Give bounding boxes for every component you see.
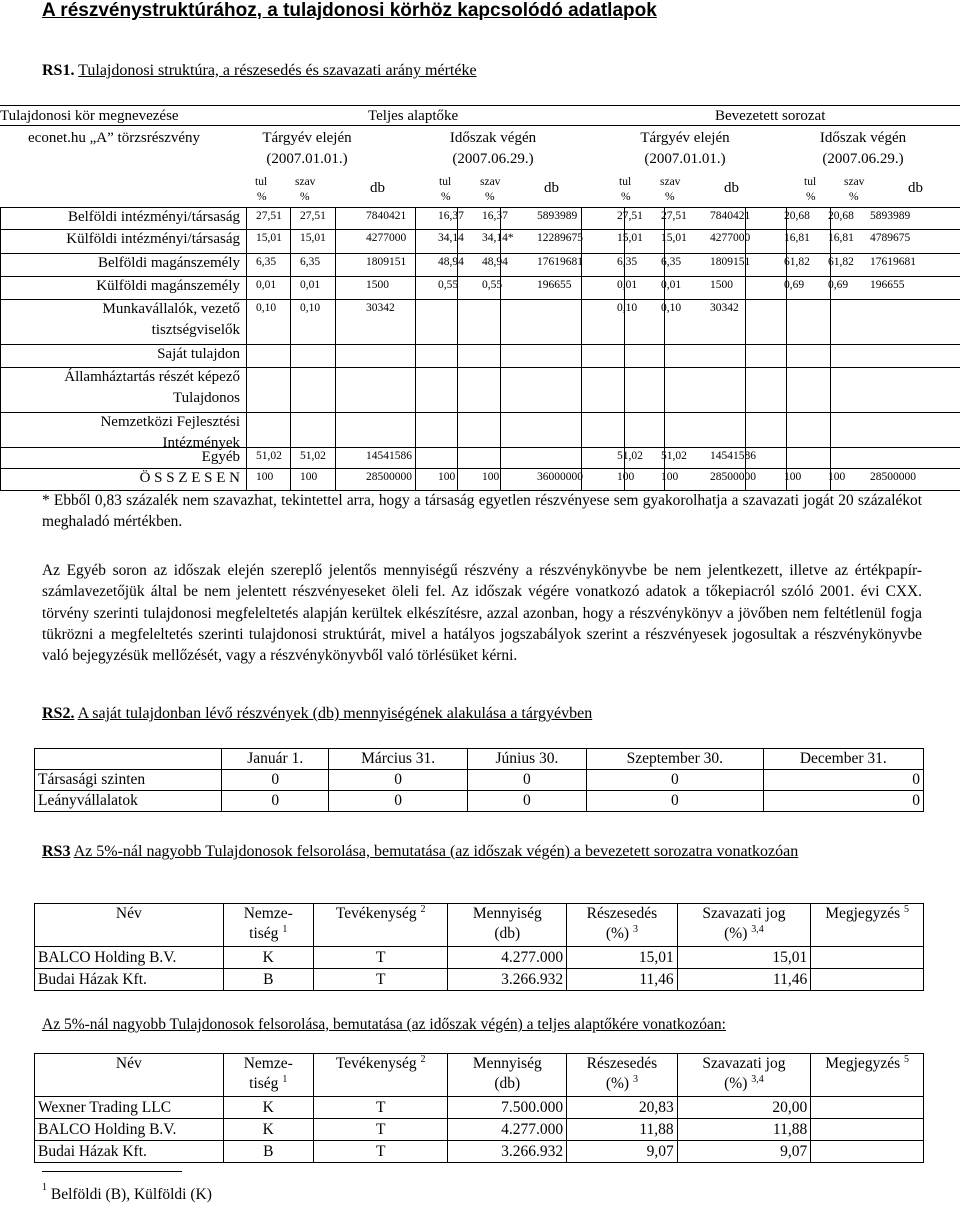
table-cell: 28500000 — [710, 471, 756, 483]
table-cell: 30342 — [710, 302, 739, 314]
row-label: Ö S S Z E S E N — [139, 470, 240, 486]
table-cell: 28500000 — [870, 471, 916, 483]
table-cell: 12289675 — [537, 232, 583, 244]
table-cell: 100 — [482, 471, 500, 483]
table-cell: 14541586 — [710, 450, 756, 462]
table-cell: 51,02 — [661, 450, 687, 462]
owner-table-header-cell — [223, 904, 313, 947]
row-label: Külföldi intézményi/társaság — [66, 231, 240, 247]
rs2-row-label: Társasági szinten — [35, 770, 222, 791]
rs2-cell: 0 — [467, 770, 586, 791]
row-label: Tulajdonos — [173, 390, 240, 406]
table-cell: 16,37 — [482, 210, 508, 222]
owner-table-cell: 3.266.932 — [448, 1141, 567, 1163]
rs2-heading — [42, 705, 592, 723]
table-cell: 34,14* — [482, 232, 514, 244]
period-start-date: (2007.01.01.) — [266, 151, 348, 167]
rs2-cell: 0 — [763, 791, 923, 812]
sub-pct-label: % — [806, 191, 816, 203]
table-cell: 20,68 — [828, 210, 854, 222]
table-cell: 6,35 — [661, 256, 682, 268]
rs2-cell: 0 — [587, 770, 764, 791]
row-label: Államháztartás részét képező — [64, 369, 240, 385]
table-cell: 100 — [256, 471, 274, 483]
table-cell: 27,51 — [300, 210, 326, 222]
sub-tul-label: tul — [804, 176, 817, 188]
owner-table-cell: 7.500.000 — [448, 1097, 567, 1119]
owner-table-header-cell — [448, 1054, 567, 1097]
sub-szav-label: szav — [295, 176, 316, 188]
header-line-1: Név — [115, 905, 142, 922]
header-line-1: Tevékenység — [335, 905, 417, 922]
table-cell: 1500 — [710, 279, 733, 291]
table-cell: 27,51 — [617, 210, 643, 222]
footnote-separator — [42, 1171, 182, 1172]
header-line-1: Mennyiség — [472, 905, 542, 922]
owner-table-cell — [811, 1141, 924, 1163]
table-cell: 100 — [617, 471, 635, 483]
table-cell: 0,10 — [661, 302, 682, 314]
table-cell: 61,82 — [784, 256, 810, 268]
table-cell: 34,14 — [438, 232, 464, 244]
table-cell: 0,01 — [256, 279, 277, 291]
col-owner-header: Tulajdonosi kör megnevezése — [0, 108, 179, 124]
row-label: tisztségviselők — [151, 322, 240, 338]
table-cell: 0,10 — [256, 302, 277, 314]
period-end-date: (2007.06.29.) — [452, 151, 534, 167]
owner-table-header-cell — [35, 904, 224, 947]
period-end-date: (2007.06.29.) — [822, 151, 904, 167]
table-cell: 51,02 — [256, 450, 282, 462]
owner-table-cell: T — [313, 969, 448, 991]
table-cell: 6,35 — [300, 256, 321, 268]
sub-szav-label: szav — [480, 176, 501, 188]
table-cell: 5893989 — [870, 210, 911, 222]
table-row — [35, 1119, 924, 1141]
owner-table-cell — [811, 947, 924, 969]
table-cell: 100 — [784, 471, 802, 483]
header-line-1: Szavazati jog — [702, 905, 786, 922]
table-rule-h — [0, 468, 960, 469]
row-label: Saját tulajdon — [157, 346, 240, 362]
header-line-1: Szavazati jog — [702, 1055, 786, 1072]
table-rule-v — [415, 207, 416, 490]
sub-pct-label: % — [441, 191, 451, 203]
table-cell: 20,68 — [784, 210, 810, 222]
rs2-cell: 0 — [329, 791, 467, 812]
header-footnote-marker: 2 — [420, 1054, 426, 1065]
rs3-title: Az 5%-nál nagyobb Tulajdonosok felsorolása, bemutatása (az időszak végén) a bevezetett sorozatra vonatkozóan — [73, 843, 799, 860]
table-cell: 7840421 — [366, 210, 407, 222]
header-line-1: Nemze- — [243, 1055, 293, 1072]
sub-pct-label: % — [300, 191, 310, 203]
table-row — [35, 1097, 924, 1119]
owner-table-header-cell — [223, 1054, 313, 1097]
table-cell: 1500 — [366, 279, 389, 291]
sub-pct-label: % — [621, 191, 631, 203]
rs2-code: RS2. — [42, 705, 75, 722]
owner-table — [34, 903, 924, 991]
row-label: Belföldi magánszemély — [97, 255, 240, 271]
owner-table-header-cell — [677, 1054, 811, 1097]
header-footnote-marker: 2 — [420, 904, 426, 915]
header-line-2: tiség — [249, 925, 279, 942]
owner-table-cell: Budai Házak Kft. — [35, 1141, 224, 1163]
table-cell: 16,37 — [438, 210, 464, 222]
rs2-header-cell: Szeptember 30. — [587, 749, 764, 770]
header-footnote-marker: 3,4 — [751, 1074, 764, 1085]
header-line-1: Mennyiség — [472, 1055, 542, 1072]
header-line-2: tiség — [249, 1075, 279, 1092]
rs2-cell: 0 — [329, 770, 467, 791]
header-line-1: Név — [115, 1055, 142, 1072]
owner-table-cell: 20,00 — [677, 1097, 811, 1119]
rs1-title: Tulajdonosi struktúra, a részesedés és szavazati arány mértéke — [78, 62, 477, 79]
owner-table-cell: 11,88 — [677, 1119, 811, 1141]
owner-table — [34, 1053, 924, 1163]
table-cell: 36000000 — [537, 471, 583, 483]
owner-table-header-row — [35, 1054, 924, 1097]
table-cell: 0,69 — [828, 279, 849, 291]
rs3-code: RS3 — [42, 843, 71, 860]
owner-table-cell — [811, 969, 924, 991]
header-line-1: Megjegyzés — [825, 1055, 901, 1072]
table-cell: 4277000 — [710, 232, 751, 244]
header-line-1: Nemze- — [243, 905, 293, 922]
owner-table-cell: 3.266.932 — [448, 969, 567, 991]
owner-table-cell: 11,46 — [567, 969, 678, 991]
sub-pct-label: % — [849, 191, 859, 203]
rs2-cell: 0 — [222, 770, 329, 791]
table-cell: 27,51 — [661, 210, 687, 222]
table-cell: 0,55 — [438, 279, 459, 291]
sub-tul-label: tul — [439, 176, 452, 188]
owner-table-cell: BALCO Holding B.V. — [35, 1119, 224, 1141]
col-series-header: Bevezetett sorozat — [715, 108, 826, 124]
table-rule-v — [786, 207, 787, 490]
table-rule-h — [0, 105, 960, 106]
owner-table-cell: 15,01 — [567, 947, 678, 969]
owner-table-cell: 9,07 — [677, 1141, 811, 1163]
table-rule-v — [457, 207, 458, 490]
table-rule-h — [0, 276, 960, 277]
table-cell: 30342 — [366, 302, 395, 314]
header-line-1: Részesedés — [586, 905, 658, 922]
table-cell: 48,94 — [482, 256, 508, 268]
table-row — [35, 1141, 924, 1163]
table-cell: 5893989 — [537, 210, 578, 222]
header-line-2: (db) — [494, 925, 521, 942]
table-cell: 48,94 — [438, 256, 464, 268]
col-total-header: Teljes alaptőke — [368, 108, 459, 124]
rs2-header-cell — [35, 749, 222, 770]
rs2-header-cell: Március 31. — [329, 749, 467, 770]
sub-db-label: db — [370, 180, 385, 196]
table-cell: 4277000 — [366, 232, 407, 244]
page-title: A részvénystruktúrához, a tulajdonosi körhöz kapcsolódó adatlapok — [42, 0, 657, 21]
table-row — [35, 969, 924, 991]
table-row — [35, 947, 924, 969]
table-cell: 100 — [438, 471, 456, 483]
owner-table-cell: K — [223, 1097, 313, 1119]
header-line-2: (db) — [494, 1075, 521, 1092]
row-label: Munkavállalók, vezető — [102, 301, 240, 317]
rs2-header-cell: Január 1. — [222, 749, 329, 770]
table-cell: 100 — [300, 471, 318, 483]
owner-table-header-cell — [811, 1054, 924, 1097]
owner-table-cell: 11,88 — [567, 1119, 678, 1141]
table-cell: 61,82 — [828, 256, 854, 268]
sub-szav-label: szav — [660, 176, 681, 188]
owner-table-cell: 15,01 — [677, 947, 811, 969]
owner-table-cell: T — [313, 1097, 448, 1119]
table-rule-h — [0, 299, 960, 300]
table-cell: 16,81 — [784, 232, 810, 244]
table-cell: 0,55 — [482, 279, 503, 291]
table-rule-h — [0, 253, 960, 254]
table-rule-h — [0, 344, 960, 345]
rs2-header-row — [35, 749, 924, 770]
table-cell: 0,69 — [784, 279, 805, 291]
rs2-cell: 0 — [587, 791, 764, 812]
period-end-label: Időszak végén — [819, 130, 907, 146]
owner-table-cell: Wexner Trading LLC — [35, 1097, 224, 1119]
owner-table-cell: 11,46 — [677, 969, 811, 991]
owner-table-cell — [811, 1097, 924, 1119]
rs1-table — [0, 0, 960, 500]
owner-table-cell: K — [223, 947, 313, 969]
table-rule-v — [581, 207, 582, 490]
header-line-2: (%) — [605, 925, 630, 942]
owner-table-header-cell — [313, 1054, 448, 1097]
owner-table-cell: BALCO Holding B.V. — [35, 947, 224, 969]
table-row — [35, 770, 924, 791]
sub-db-label: db — [724, 180, 739, 196]
table-cell: 27,51 — [256, 210, 282, 222]
table-rule-v — [664, 207, 665, 490]
footnote-1-text: Belföldi (B), Külföldi (K) — [50, 1186, 212, 1203]
row-label: Külföldi magánszemély — [96, 278, 240, 294]
table-rule-v — [830, 207, 831, 490]
rs1-paragraph: Az Egyéb soron az időszak elején szereplő jelentős mennyiségű részvény a részvénykönyvbe be nem jelentkezett, illetve az értékpapír-számlavezetőjük által be nem jelentett részvényeseket öleli fel. Az időszak végére vonatkozó adatok a tőkepiacról szóló 2001. évi CXX. törvény szerinti tulajdonosi megfeleltetés alapján kerültek elkészítésre, azzal azonban, hogy a részvénykönyv a jövőben nem feltétlenül fogja tükrözni a megfeleltetés szerinti tulajdonosi struktúrát, mivel a hatályos jogszabályok szerint a részvényesek jogosultak a részvénykönyvbe való bejegyzésük mellőzését, vagy a részvénykönyvből való törlésüket kérni. — [42, 562, 922, 665]
owner-table-cell: K — [223, 1119, 313, 1141]
table-rule-h — [0, 125, 960, 126]
owner-table-cell: 20,83 — [567, 1097, 678, 1119]
period-end-label: Időszak végén — [449, 130, 537, 146]
table-cell: 1809151 — [710, 256, 751, 268]
table-cell: 196655 — [870, 279, 905, 291]
rs3b-heading: Az 5%-nál nagyobb Tulajdonosok felsorolása, bemutatása (az időszak végén) a teljes alaptőkére vonatkozóan: — [42, 1016, 726, 1033]
table-cell: 6,35 — [617, 256, 638, 268]
table-cell: 16,81 — [828, 232, 854, 244]
rs2-cell: 0 — [763, 770, 923, 791]
rs2-header-cell: December 31. — [763, 749, 923, 770]
table-cell: 1809151 — [366, 256, 407, 268]
header-line-1: Megjegyzés — [825, 905, 901, 922]
rs2-title: A saját tulajdonban lévő részvények (db) mennyiségének alakulása a tárgyévben — [77, 705, 593, 722]
period-start-label: Tárgyév elején — [262, 130, 352, 146]
table-cell: 17619681 — [870, 256, 916, 268]
table-cell: 0,01 — [617, 279, 638, 291]
owner-table-cell: T — [313, 947, 448, 969]
owner-table-cell: T — [313, 1119, 448, 1141]
owner-table-header-cell — [567, 904, 678, 947]
table-rule-v — [500, 207, 501, 490]
table-rule-v — [290, 207, 291, 490]
row-label: Intézmények — [162, 435, 240, 451]
table-rule-v — [246, 207, 247, 490]
rs2-header-cell: Június 30. — [467, 749, 586, 770]
table-cell: 0,10 — [617, 302, 638, 314]
sub-db-label: db — [544, 180, 559, 196]
owner-table-cell — [811, 1119, 924, 1141]
header-footnote-marker: 5 — [903, 1054, 909, 1065]
owner-table-header-row — [35, 904, 924, 947]
owner-table-header-cell — [811, 904, 924, 947]
owner-table-cell: B — [223, 969, 313, 991]
header-footnote-marker: 5 — [903, 904, 909, 915]
table-rule-h — [0, 207, 960, 208]
table-cell: 15,01 — [300, 232, 326, 244]
table-cell: 15,01 — [256, 232, 282, 244]
table-cell: 7840421 — [710, 210, 751, 222]
rs2-cell: 0 — [222, 791, 329, 812]
sub-db-label: db — [908, 180, 923, 196]
header-footnote-marker: 3,4 — [751, 924, 764, 935]
header-line-1: Tevékenység — [335, 1055, 417, 1072]
rs2-table — [34, 748, 924, 812]
owner-table-header-cell — [448, 904, 567, 947]
sub-szav-label: szav — [844, 176, 865, 188]
owner-table-cell: Budai Házak Kft. — [35, 969, 224, 991]
owner-table-cell: B — [223, 1141, 313, 1163]
sub-pct-label: % — [485, 191, 495, 203]
table-cell: 0,01 — [661, 279, 682, 291]
header-line-2: (%) — [724, 925, 748, 942]
table-rule-h — [0, 367, 960, 368]
rs3-heading — [42, 841, 842, 862]
sub-tul-label: tul — [255, 176, 268, 188]
table-cell: 6,35 — [256, 256, 277, 268]
owner-table-cell: 4.277.000 — [448, 947, 567, 969]
table-cell: 0,01 — [300, 279, 321, 291]
sub-pct-label: % — [257, 191, 267, 203]
table-rule-v — [335, 207, 336, 490]
row-label: Belföldi intézményi/társaság — [67, 209, 240, 225]
table-rule-h — [0, 229, 960, 230]
table-cell: 100 — [828, 471, 846, 483]
period-start-label: Tárgyév elején — [640, 130, 730, 146]
row-label: Nemzetközi Fejlesztési — [100, 414, 240, 430]
table-cell: 28500000 — [366, 471, 412, 483]
row-label: Egyéb — [201, 449, 240, 465]
period-start-date: (2007.01.01.) — [644, 151, 726, 167]
footnote-1-marker: 1 — [42, 1182, 47, 1193]
sub-tul-label: tul — [619, 176, 632, 188]
table-rule-h — [0, 412, 960, 413]
table-cell: 15,01 — [661, 232, 687, 244]
header-line-2: (%) — [724, 1075, 748, 1092]
rs1-footnote: * Ebből 0,83 százalék nem szavazhat, tekintettel arra, hogy a társaság egyetlen részvényese sem gyakorolhatja a szavazati jogát 20 százalékot meghaladó mértékben. — [42, 492, 922, 531]
owner-table-header-cell — [35, 1054, 224, 1097]
table-cell: 100 — [661, 471, 679, 483]
owner-table-cell: T — [313, 1141, 448, 1163]
header-footnote-marker: 1 — [282, 1074, 288, 1085]
table-cell: 17619681 — [537, 256, 583, 268]
owner-table-header-cell — [567, 1054, 678, 1097]
table-rule-v — [624, 207, 625, 490]
table-cell: 51,02 — [300, 450, 326, 462]
header-line-2: (%) — [605, 1075, 630, 1092]
series-name: econet.hu „A” törzsrészvény — [28, 130, 201, 146]
table-row — [35, 791, 924, 812]
owner-table-header-cell — [677, 904, 811, 947]
header-line-1: Részesedés — [586, 1055, 658, 1072]
owner-table-header-cell — [313, 904, 448, 947]
owner-table-cell: 4.277.000 — [448, 1119, 567, 1141]
rs2-row-label: Leányvállalatok — [35, 791, 222, 812]
rs2-cell: 0 — [467, 791, 586, 812]
header-footnote-marker: 3 — [632, 1074, 638, 1085]
table-cell: 14541586 — [366, 450, 412, 462]
rs1-code: RS1. — [42, 62, 75, 79]
header-footnote-marker: 1 — [282, 924, 288, 935]
header-footnote-marker: 3 — [632, 924, 638, 935]
table-rule-v — [745, 207, 746, 490]
sub-pct-label: % — [665, 191, 675, 203]
table-cell: 15,01 — [617, 232, 643, 244]
owner-table-cell: 9,07 — [567, 1141, 678, 1163]
table-cell: 51,02 — [617, 450, 643, 462]
table-cell: 0,10 — [300, 302, 321, 314]
footnote-1 — [42, 1182, 212, 1204]
table-cell: 4789675 — [870, 232, 911, 244]
table-cell: 196655 — [537, 279, 572, 291]
